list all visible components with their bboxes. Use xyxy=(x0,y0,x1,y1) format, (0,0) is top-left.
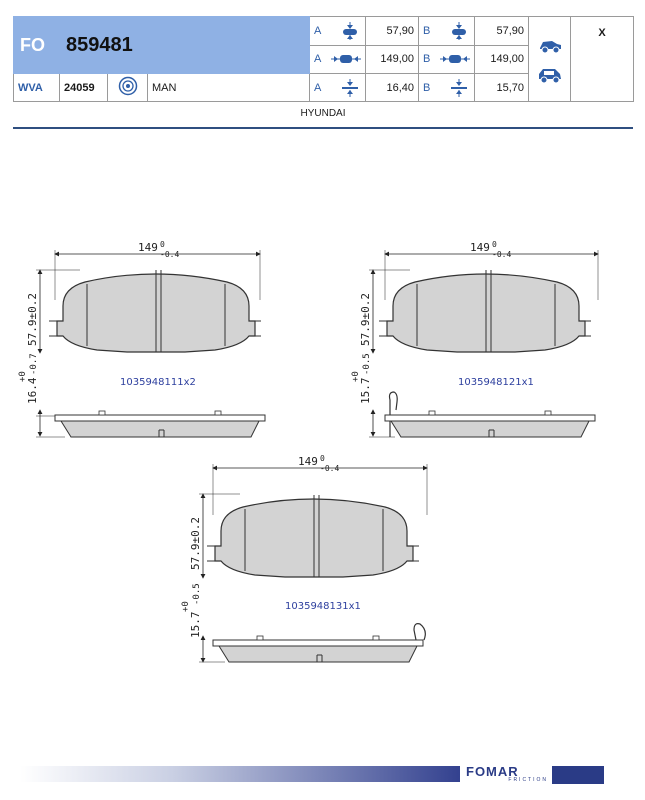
thickness-tol-upper: +0 xyxy=(351,371,361,382)
dim-a-label: A xyxy=(314,24,322,37)
thickness-dimension: 15.7 xyxy=(359,377,372,404)
fomar-logo xyxy=(466,764,548,788)
width-tol-upper: 0 xyxy=(492,240,497,249)
thickness-tol-lower: -0.5 xyxy=(192,583,202,605)
product-code: 859481 xyxy=(66,34,133,56)
thickness-dimension: 15.7 xyxy=(189,611,202,638)
height-dimension: 57.9±0.2 xyxy=(359,293,372,346)
dim-b-label: B xyxy=(423,81,431,94)
height-dimension: 57.9±0.2 xyxy=(189,517,202,570)
dim-a-label: A xyxy=(314,81,322,94)
part-reference: 1035948111x2 xyxy=(120,377,196,388)
dim-b-height-value: 57,90 xyxy=(475,17,529,46)
footer-navy-block xyxy=(552,766,604,784)
width-tol-upper: 0 xyxy=(160,240,165,249)
width-tol-lower: -0.4 xyxy=(160,250,180,259)
footer-gradient-bar xyxy=(20,766,460,782)
pad-drawing-1 xyxy=(18,240,265,437)
logo-subtext: FRICTION xyxy=(508,777,548,783)
logo-text: FOMAR xyxy=(466,764,519,779)
part-reference: 1035948121x1 xyxy=(458,377,534,388)
man-label: MAN xyxy=(148,74,310,102)
dim-a-height-value: 57,90 xyxy=(366,17,419,46)
dim-a-width-value: 149,00 xyxy=(366,45,419,74)
thickness-tol-upper: +0 xyxy=(18,371,28,382)
height-dimension: 57.9±0.2 xyxy=(26,293,39,346)
dim-b-thickness-value: 15,70 xyxy=(475,74,529,102)
dim-b-label: B xyxy=(423,53,431,66)
thickness-dimension: 16.4 xyxy=(26,377,39,404)
width-dimension: 149 xyxy=(470,241,490,254)
width-dimension: 149 xyxy=(138,241,158,254)
brand-abbrev: FO xyxy=(20,35,45,55)
thickness-tol-upper: +0 xyxy=(181,601,191,612)
dim-a-thickness-value: 16,40 xyxy=(366,74,419,102)
width-tol-lower: -0.4 xyxy=(320,464,340,473)
pad-drawing-3 xyxy=(181,454,427,662)
thickness-tol-lower: -0.5 xyxy=(362,353,372,375)
dim-b-label: B xyxy=(423,24,431,37)
dim-b-width-value: 149,00 xyxy=(475,45,529,74)
pad-drawing-2 xyxy=(351,240,598,437)
width-dimension: 149 xyxy=(298,455,318,468)
part-reference: 1035948131x1 xyxy=(285,601,361,612)
width-tol-upper: 0 xyxy=(320,454,325,463)
front-axle-marker: X xyxy=(571,17,634,102)
dim-a-label: A xyxy=(314,53,322,66)
wear-clip xyxy=(414,624,425,640)
wva-label: WVA xyxy=(14,74,60,102)
wva-number: 24059 xyxy=(60,74,108,102)
thickness-tol-lower: -0.7 xyxy=(29,353,39,375)
width-tol-lower: -0.4 xyxy=(492,250,512,259)
manufacturer-name: HYUNDAI xyxy=(300,108,346,119)
